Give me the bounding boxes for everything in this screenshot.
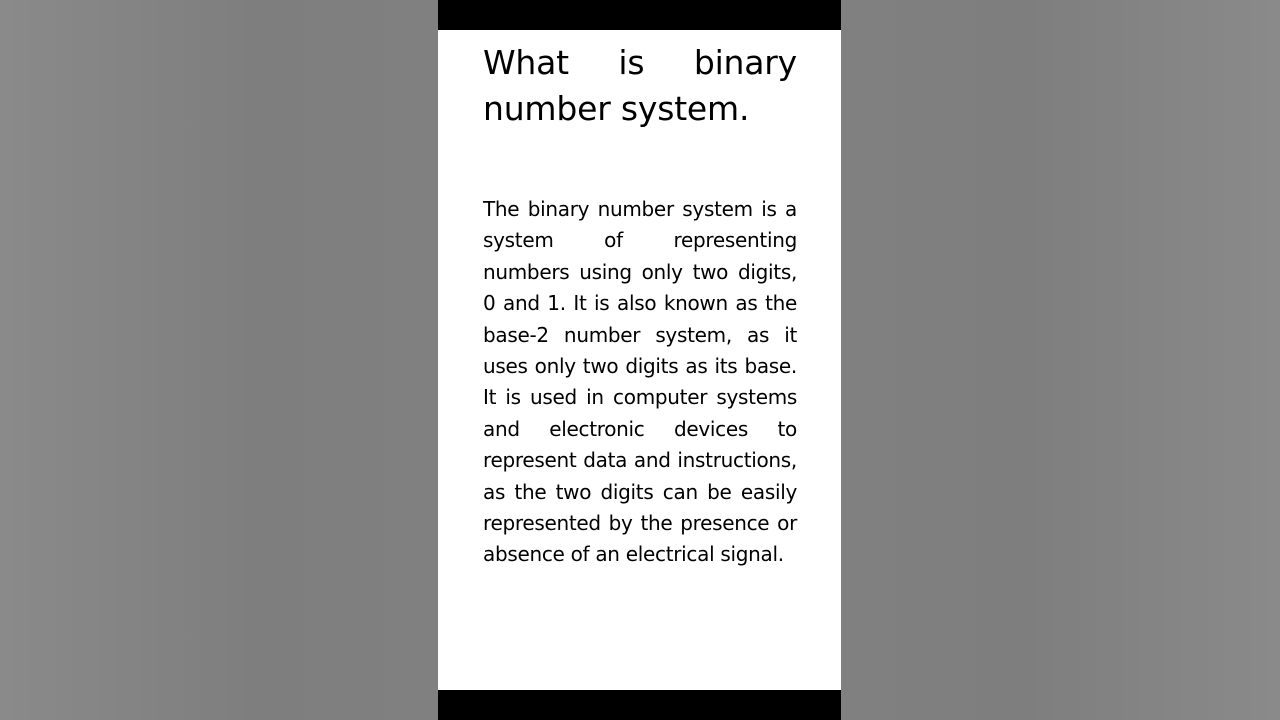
video-frame [438, 0, 841, 720]
letterbox-top-bar [438, 0, 841, 30]
page-title: What is binary number system. [483, 43, 797, 128]
body-paragraph: The binary number system is a system of representing numbers using only two digits, 0 and 1. It is also known as the base-2 number system, as it uses only two digits as its base. It is used in computer systems and electronic devices to represent data and instructions, as the two digits can be easily represented by the presence or absence of an electrical signal. [483, 197, 797, 567]
letterbox-bottom-bar [438, 690, 841, 720]
